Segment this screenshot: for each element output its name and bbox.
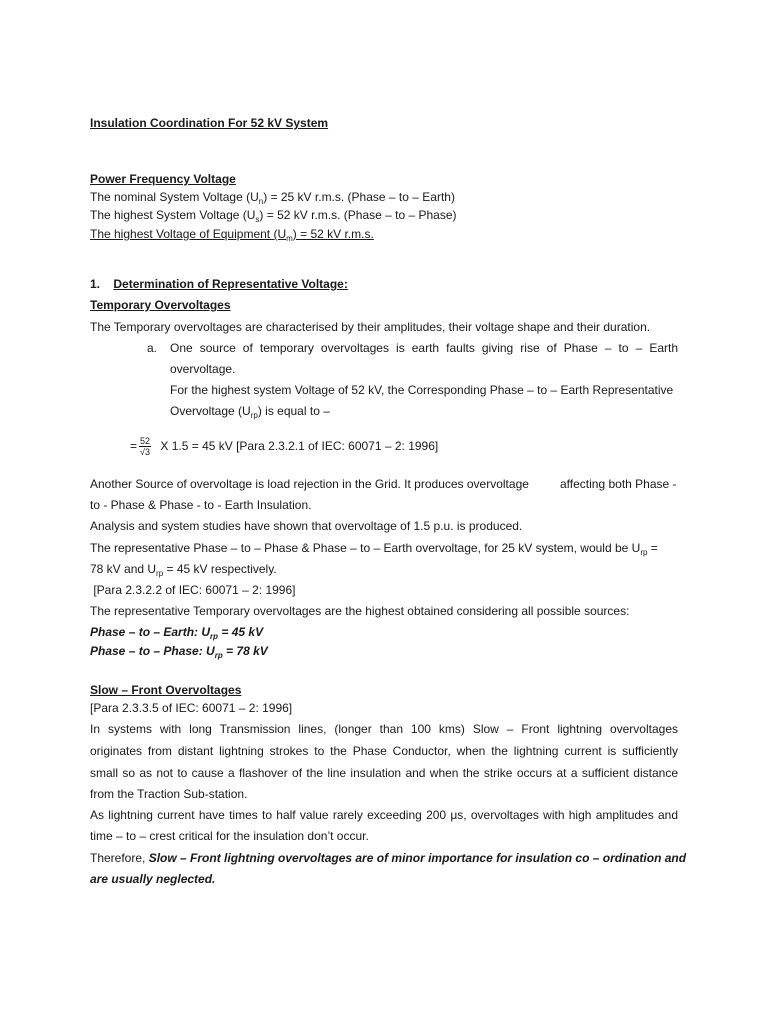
load-rejection-line-1a: Another Source of overvoltage is load rejection in the Grid. It produces overvoltage [90,477,529,491]
temporary-overvoltages-heading: Temporary Overvoltages [90,298,231,312]
representative-line-2 [90,562,277,576]
nominal-voltage-line [90,190,455,204]
phase-to-phase-result [90,644,268,658]
text-run: = 45 kV [218,625,264,639]
fraction [139,436,151,457]
equals-sign: = [130,439,138,453]
temporary-intro: The Temporary overvoltages are characterised by their amplitudes, their voltage shape and their duration. [90,320,651,334]
text-run: = 45 kV respectively. [163,562,277,576]
text-run: ) = 52 kV r.m.s. [292,227,374,241]
text-run: The highest Voltage of Equipment (U [90,227,287,241]
text-run: ) = 52 kV r.m.s. (Phase – to – Phase) [259,208,457,222]
slow-front-line-5: As lightning current have times to half value rarely exceeding 200 μs, overvoltages with high amplitudes and [90,808,678,822]
text-run: Therefore, [90,851,149,865]
text-run: Phase – to – Earth: U [90,625,211,639]
section-number: 1. [90,277,101,291]
text-run: = 78 kV [222,644,268,658]
highest-equipment-voltage-line [90,227,374,241]
power-frequency-heading: Power Frequency Voltage [90,172,236,186]
slow-front-para-ref: [Para 2.3.3.5 of IEC: 60071 – 2: 1996] [90,701,293,715]
text-run: The representative Phase – to – Phase & Phase – to – Earth overvoltage, for 25 kV system, would be U [90,541,641,555]
subscript: s [255,215,260,224]
item-a-line-3: For the highest system Voltage of 52 kV, the Corresponding Phase – to – Earth Representative [170,383,674,397]
item-a-marker: a. [147,341,158,355]
slow-front-conclusion-line-2: are usually neglected. [90,872,216,886]
text-run: Overvoltage (U [170,404,251,418]
text-run: = [647,541,658,555]
slow-front-line-4: from the Traction Sub-station. [90,787,248,801]
subscript: rp [250,411,258,420]
formula-result: X 1.5 = 45 kV [Para 2.3.2.1 of IEC: 60071 – 2: 1996] [160,439,439,453]
highest-system-voltage-line [90,208,457,222]
emphasis-text: Slow – Front lightning overvoltages are of minor importance for insulation co – ordination and [148,851,687,865]
subscript: rp [214,651,223,660]
subscript: n [258,197,264,206]
item-a-line-2: overvoltage. [170,362,236,376]
slow-front-heading: Slow – Front Overvoltages [90,683,242,697]
subscript: m [286,234,293,243]
phase-to-earth-result [90,625,263,639]
subscript: rp [156,569,164,578]
fraction-denominator: √3 [140,447,150,458]
representative-line-1 [90,541,658,555]
load-rejection-line-1b: affecting both Phase - [560,477,677,491]
subscript: rp [640,548,648,557]
item-a-line-1: One source of temporary overvoltages is earth faults giving rise of Phase – to – Earth [170,341,678,355]
slow-front-conclusion-line-1 [90,851,686,865]
section-title: Determination of Representative Voltage: [113,277,348,291]
text-run: ) = 25 kV r.m.s. (Phase – to – Earth) [263,190,455,204]
analysis-line: Analysis and system studies have shown that overvoltage of 1.5 p.u. is produced. [90,519,523,533]
text-run: The highest System Voltage (U [90,208,256,222]
section-1-heading [90,277,348,291]
text-run: The nominal System Voltage (U [90,190,259,204]
slow-front-line-6: time – to – crest critical for the insulation don’t occur. [90,829,369,843]
text-run: Phase – to – Phase: U [90,644,215,658]
item-a-line-4 [170,404,330,418]
text-run: 78 kV and U [90,562,157,576]
load-rejection-line-2: to - Phase & Phase - to - Earth Insulation. [90,498,312,512]
slow-front-line-1: In systems with long Transmission lines, (longer than 100 kms) Slow – Front lightning overvoltages [90,722,678,736]
representative-para-ref: [Para 2.3.2.2 of IEC: 60071 – 2: 1996] [90,583,296,597]
slow-front-line-3: small so as not to cause a flashover of the line insulation and when the strike occurs at a sufficient distance [90,766,678,780]
representative-highest-line: The representative Temporary overvoltages are the highest obtained considering all possible sources: [90,604,630,618]
slow-front-line-2: originates from distant lightning strokes to the Phase Conductor, when the lightning current is sufficiently [90,744,678,758]
document-title: Insulation Coordination For 52 kV System [90,116,329,130]
representative-voltage-formula [130,436,438,457]
fraction-numerator: 52 [140,436,151,447]
subscript: rp [210,632,219,641]
text-run: ) is equal to – [257,404,330,418]
